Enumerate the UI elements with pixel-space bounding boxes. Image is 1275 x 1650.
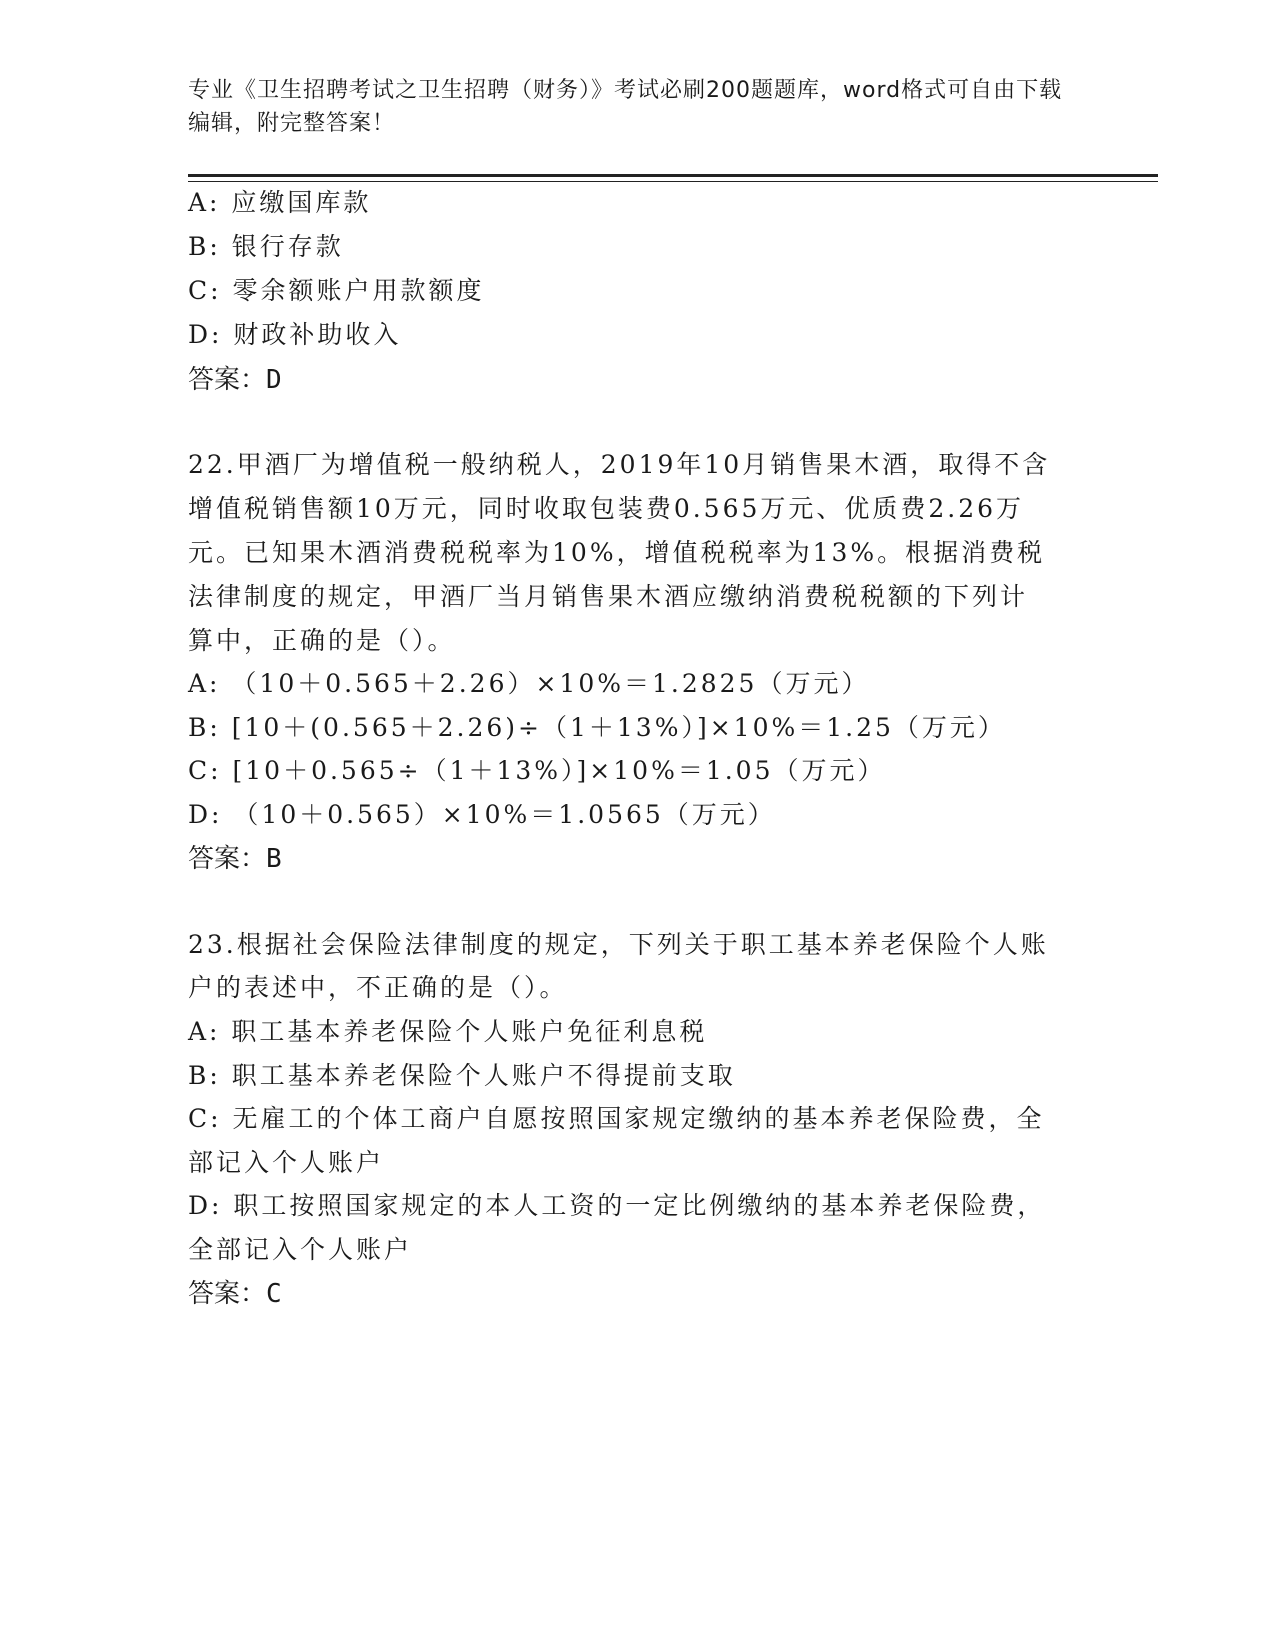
answer-label: 答案： [188, 1279, 267, 1309]
answer-label: 答案： [188, 844, 267, 874]
answer-value: D [266, 365, 282, 395]
answer-label: 答案： [188, 365, 267, 395]
q22-option-b: B: [10＋(0.565＋2.26)÷（1＋13%）]×10%＝1.25（万元） [188, 713, 1006, 742]
q22-stem-line-1: 22.甲酒厂为增值税一般纳税人，2019年10月销售果木酒，取得不含 [188, 450, 1051, 479]
q23-option-a: A: 职工基本养老保险个人账户免征利息税 [188, 1017, 708, 1046]
q23-option-d-line-1: D: 职工按照国家规定的本人工资的一定比例缴纳的基本养老保险费， [188, 1191, 1046, 1220]
q23-option-b: B: 职工基本养老保险个人账户不得提前支取 [188, 1061, 736, 1090]
q22-stem-line-3: 元。已知果木酒消费税税率为10%，增值税税率为13%。根据消费税 [188, 538, 1046, 567]
q22-stem-line-5: 算中，正确的是（）。 [188, 626, 456, 655]
q21-option-a: A: 应缴国库款 [188, 188, 372, 217]
header-divider-thin [188, 181, 1158, 182]
q23-answer [188, 1278, 282, 1310]
q21-answer [188, 364, 282, 396]
q22-option-d: D: （10＋0.565）×10%＝1.0565（万元） [188, 800, 776, 829]
header-divider-thick [188, 174, 1158, 177]
q23-stem-line-2: 户的表述中，不正确的是（）。 [188, 973, 568, 1002]
answer-value: B [266, 844, 282, 874]
q22-answer [188, 843, 282, 875]
document-header: 专业《卫生招聘考试之卫生招聘（财务）》考试必刷200题题库，word格式可自由下载编辑，附完整答案！ [188, 78, 1063, 136]
q23-option-c-line-1: C: 无雇工的个体工商户自愿按照国家规定缴纳的基本养老保险费，全 [188, 1104, 1045, 1133]
q21-option-c: C: 零余额账户用款额度 [188, 276, 485, 305]
q23-option-d-line-2: 全部记入个人账户 [188, 1235, 413, 1264]
q23-option-c-line-2: 部记入个人账户 [188, 1148, 385, 1177]
q22-option-c: C: [10＋0.565÷（1＋13%）]×10%＝1.05（万元） [188, 756, 886, 785]
answer-value: C [266, 1279, 282, 1309]
q21-option-d: D: 财政补助收入 [188, 320, 402, 349]
q23-stem-line-1: 23.根据社会保险法律制度的规定，下列关于职工基本养老保险个人账 [188, 930, 1049, 959]
q22-stem-line-2: 增值税销售额10万元，同时收取包装费0.565万元、优质费2.26万 [188, 494, 1025, 523]
q22-option-a: A: （10＋0.565＋2.26）×10%＝1.2825（万元） [188, 669, 870, 698]
q21-option-b: B: 银行存款 [188, 232, 344, 261]
q22-stem-line-4: 法律制度的规定，甲酒厂当月销售果木酒应缴纳消费税税额的下列计 [188, 582, 1029, 611]
